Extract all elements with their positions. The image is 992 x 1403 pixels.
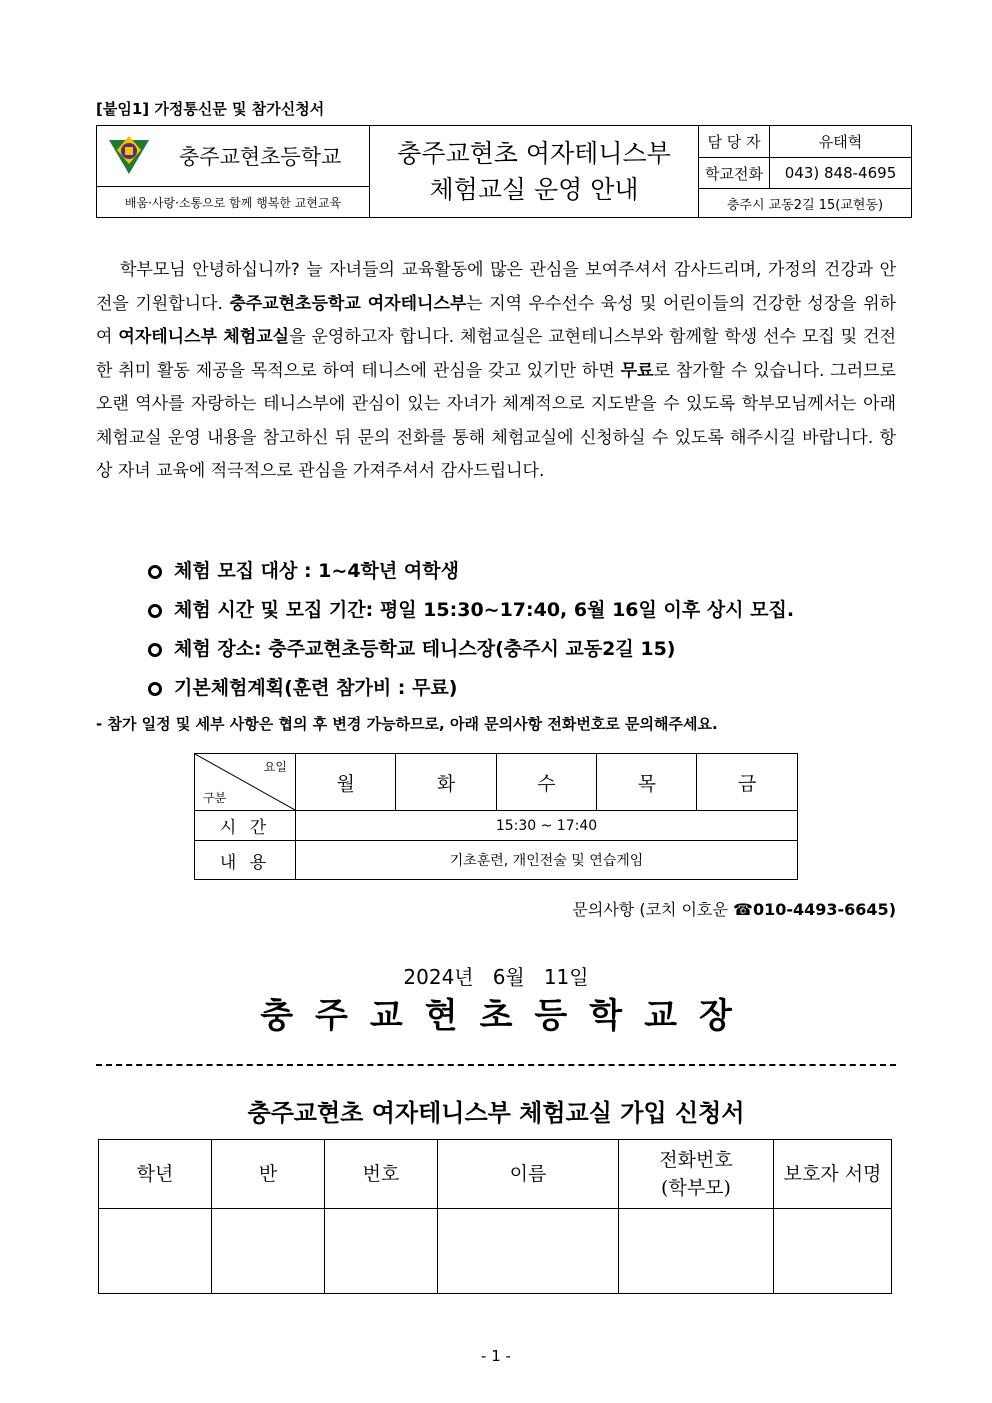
phone-label: 학교전화: [699, 157, 770, 189]
schedule-table: [194, 753, 798, 880]
day-header: 화: [396, 754, 496, 811]
form-header-number: 번호: [325, 1140, 438, 1209]
form-header-grade: 학년: [99, 1140, 212, 1209]
application-form-table: [98, 1139, 892, 1294]
form-input-phone[interactable]: [619, 1209, 774, 1294]
form-title: 충주교현초 여자테니스부 체험교실 가입 신청서: [247, 1099, 745, 1127]
time-label: 시 간: [195, 811, 296, 841]
document-title: [370, 126, 699, 218]
form-input-class[interactable]: [212, 1209, 325, 1294]
intro-text-2: 는 지역 우수선수 육성 및 어린이들의 건강한 성장을 위하여: [96, 293, 897, 347]
bullet-item: [148, 591, 908, 630]
form-input-signature[interactable]: [774, 1209, 892, 1294]
form-input-number[interactable]: [325, 1209, 438, 1294]
title-line-1: 충주교현초 여자테니스부: [397, 138, 671, 168]
manager-label: 담 당 자: [699, 126, 770, 157]
cut-line: [96, 1064, 896, 1066]
bullet-text: 기본체험계획(훈련 참가비 : 무료): [174, 677, 458, 699]
school-cell: [97, 126, 370, 187]
intro-bold-2: 여자테니스부 체험교실: [118, 327, 290, 347]
day-header: 목: [597, 754, 697, 811]
header-table: [96, 125, 912, 218]
school-name: 충주교현초등학교: [179, 145, 342, 169]
corner-top-label: 요일: [263, 760, 287, 774]
phone-header-line1: 전화번호: [659, 1149, 733, 1171]
info-cell: [699, 126, 912, 218]
intro-text-4: 로 참가할 수 있습니다. 그러므로 오랜 역사를 자랑하는 테니스부에 관심이 있는 자녀가 체계적으로 지도받을 수 있도록 학부모님께서는 아래 체험교실 운영 내용을 참고하신 뒤 문의 전화를 통해 체험교실에 신청하실 수 있도록 해주시길 바랍니다. 항상 자녀 교육에 적극적으로 관심을 가져주셔서 감사드립니다.: [96, 360, 896, 481]
bullet-item: [148, 669, 908, 708]
principal-signature: 충주교현초등학교장: [260, 996, 754, 1036]
phone-header-line2: (학부모): [661, 1177, 731, 1199]
form-input-name[interactable]: [438, 1209, 619, 1294]
form-header-signature: 보호자 서명: [774, 1140, 892, 1209]
bullet-text: 체험 모집 대상 : 1~4학년 여학생: [174, 560, 459, 582]
page-number: - 1 -: [481, 1347, 511, 1365]
contact-phone: ☎010-4493-6645): [733, 900, 896, 919]
title-line-2: 체험교실 운영 안내: [429, 174, 639, 204]
bullet-list: [148, 552, 908, 708]
bullet-item: [148, 630, 908, 669]
intro-bold-1: 충주교현초등학교 여자테니스부: [229, 293, 467, 314]
phone-value: 043) 848-4695: [770, 157, 912, 189]
circle-bullet-icon: [148, 604, 162, 618]
form-header-name: 이름: [438, 1140, 619, 1209]
school-address: 충주시 교동2길 15(교현동): [699, 189, 911, 217]
corner-bottom-label: 구분: [203, 791, 227, 805]
intro-paragraph: [96, 254, 896, 489]
intro-text-3: 을 운영하고자 합니다. 체험교실은 교현테니스부와 함께할 학생 선수 모집 및 건전한 취미 활동 제공을 목적으로 하여 테니스에 관심을 갖고 있기만 하면: [96, 327, 897, 381]
intro-bold-3: 무료: [620, 360, 654, 381]
form-header-phone: [619, 1140, 774, 1209]
form-header-class: 반: [212, 1140, 325, 1209]
issue-date: 2024년 6월 11일: [403, 965, 589, 989]
circle-bullet-icon: [148, 565, 162, 579]
content-value: 기초훈련, 개인전술 및 연습게임: [296, 841, 798, 880]
bullet-text: 체험 시간 및 모집 기간: 평일 15:30~17:40, 6월 16일 이후 상시 모집.: [174, 599, 795, 621]
circle-bullet-icon: [148, 643, 162, 657]
bullet-text: 체험 장소: 충주교현초등학교 테니스장(충주시 교동2길 15): [174, 638, 676, 660]
intro-text-1: 학부모님 안녕하십니까? 늘 자녀들의 교육활동에 많은 관심을 보여주셔서 감사드리며, 가정의 건강과 안전을 기원합니다.: [96, 260, 896, 314]
day-header: 금: [697, 754, 798, 811]
time-value: 15:30 ~ 17:40: [296, 811, 798, 841]
contact-info: [572, 897, 896, 920]
attachment-label: [붙임1] 가정통신문 및 참가신청서: [96, 100, 325, 118]
school-motto: 배움·사랑·소통으로 함께 행복한 교현교육: [97, 187, 370, 218]
circle-bullet-icon: [148, 682, 162, 696]
schedule-corner: [195, 754, 296, 811]
contact-text: 문의사항 (코치 이호운: [572, 900, 734, 919]
content-label: 내 용: [195, 841, 296, 880]
schedule-note: - 참가 일정 및 세부 사항은 협의 후 변경 가능하므로, 아래 문의사항 전화번호로 문의해주세요.: [96, 715, 718, 733]
bullet-item: [148, 552, 908, 591]
manager-value: 유태혁: [770, 126, 912, 157]
day-header: 수: [496, 754, 596, 811]
day-header: 월: [296, 754, 396, 811]
form-input-grade[interactable]: [99, 1209, 212, 1294]
school-logo-icon: [105, 134, 153, 176]
